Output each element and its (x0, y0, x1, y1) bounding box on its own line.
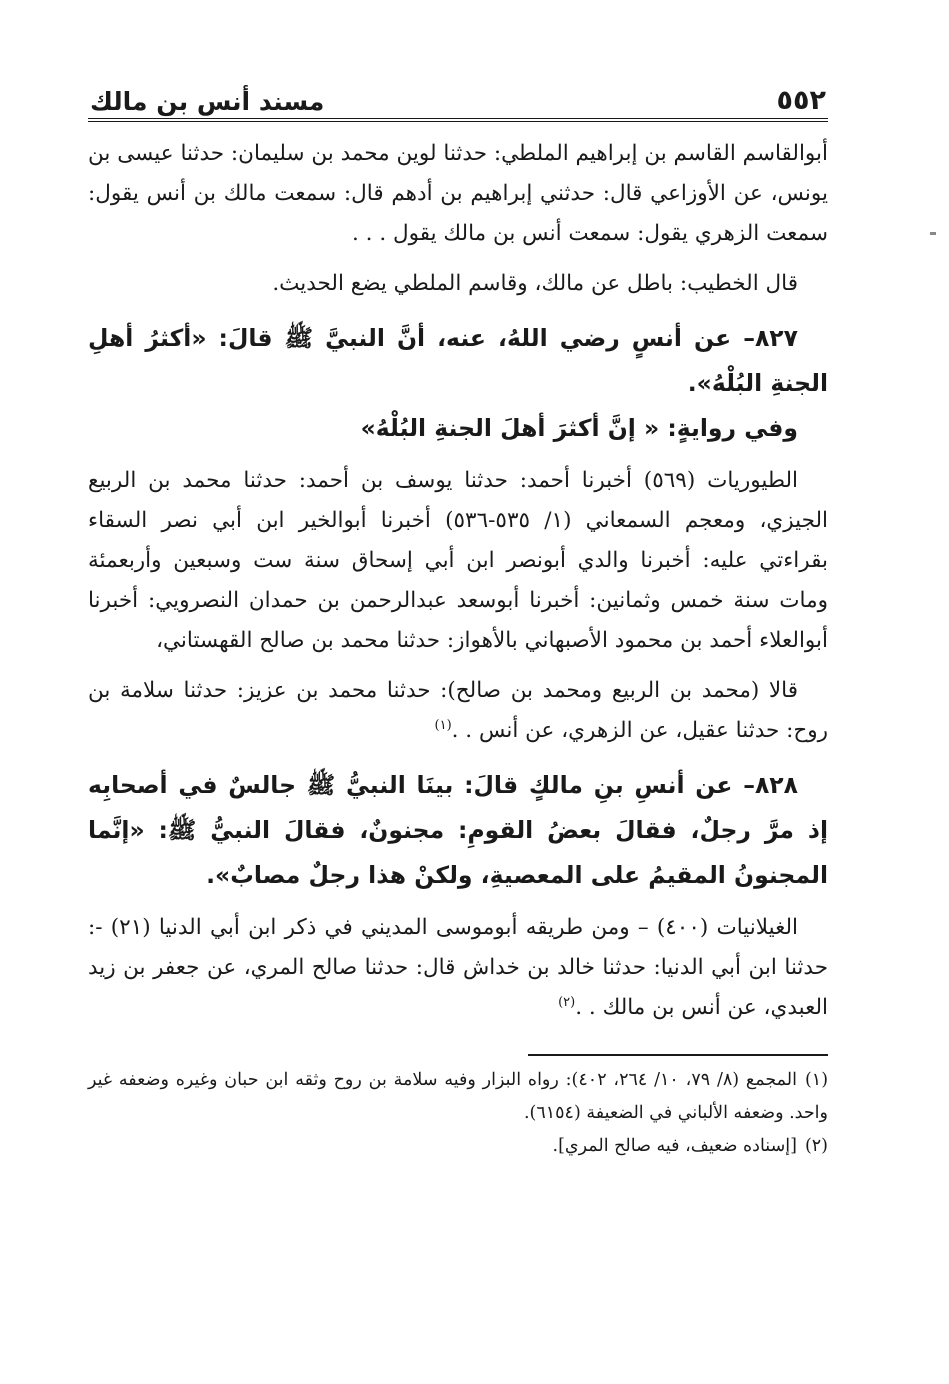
book-page (88, 70, 828, 1163)
page-number: ٥٥٢ (776, 85, 826, 116)
hadith-828: ٨٢٨– عن أنسِ بنِ مالكٍ قالَ: بينَا النبيُّ ﷺ جالسٌ في أصحابِه إذ مرَّ رجلٌ، فقالَ بعضُ القومِ: مجنونٌ، فقالَ النبيُّ ﷺ: «إنَّما المجنونُ المقيمُ على المعصيةِ، ولكنْ هذا رجلٌ مصابٌ». (88, 771, 828, 889)
hadith-827: ٨٢٧– عن أنسٍ رضي اللهُ، عنه، أنَّ النبيَّ ﷺ قالَ: «أكثرُ أهلِ الجنةِ البُلْهُ». (88, 324, 828, 397)
takhrij-828-text: الغيلانيات (٤٠٠) – ومن طريقه أبوموسى المديني في ذكر ابن أبي الدنيا (٢١) -: حدثنا ابن أبي الدنيا: حدثنا خالد بن خداش قال: حدثنا صالح المري، عن جعفر بن زيد العبدي، عن أنس بن مالك . . (88, 915, 828, 1020)
running-title: مسند أنس بن مالك (90, 87, 325, 116)
footnote-text: [إسناده ضعيف، فيه صالح المري]. (552, 1136, 797, 1156)
footnotes (88, 1064, 828, 1163)
footnote-ref-1[interactable]: (١) (434, 717, 452, 733)
takhrij-827-paragraph-2 (88, 671, 828, 751)
footnote-number: (٢) (804, 1136, 828, 1156)
footnote-divider (528, 1054, 828, 1056)
scan-margin-mark (930, 232, 936, 235)
khatib-comment: قال الخطيب: باطل عن مالك، وقاسم الملطي يضع الحديث. (272, 271, 798, 296)
main-text (88, 134, 828, 1028)
takhrij-827-text: قالا (محمد بن الربيع ومحمد بن صالح): حدثنا محمد بن عزيز: حدثنا سلامة بن روح: حدثنا عقيل، عن الزهري، عن أنس . . (88, 678, 828, 743)
footnote-text: المجمع (٨/ ٧٩، ١٠/ ٢٦٤، ٤٠٢): رواه البزار وفيه سلامة بن روح وثقه ابن حبان وغيره وضعفه غير واحد. وضعفه الألباني في الضعيفة (٦١٥٤). (88, 1070, 828, 1123)
page-header (88, 70, 828, 122)
footnote-1 (88, 1064, 828, 1130)
takhrij-827-paragraph-1: الطيوريات (٥٦٩) أخبرنا أحمد: حدثنا يوسف بن أحمد: حدثنا محمد بن الربيع الجيزي، ومعجم السمعاني (١/ ٥٣٥-٥٣٦) أخبرنا أبوالخير ابن أبي نصر السقاء بقراءتي عليه: أخبرنا والدي أبونصر ابن أبي إسحاق سنة ست وسبعين وأربعمئة ومات سنة خمس وثمانين: أخبرنا أبوسعد عبدالرحمن بن حمدان النصرويي: أخبرنا أبوالعلاء أحمد بن محمود الأصبهاني بالأهواز: حدثنا محمد بن صالح القهستاني، (88, 468, 829, 653)
footnote-2 (88, 1130, 828, 1163)
takhrij-828-paragraph (88, 908, 828, 1028)
hadith-827-variant: وفي روايةٍ: « إنَّ أكثرَ أهلَ الجنةِ البُلْهُ» (360, 414, 798, 442)
isnad-paragraph-1: أبوالقاسم القاسم بن إبراهيم الملطي: حدثنا لوين محمد بن سليمان: حدثنا عيسى بن يونس، عن الأوزاعي قال: حدثني إبراهيم بن أدهم قال: سمعت مالك بن أنس يقول: سمعت الزهري يقول: سمعت أنس بن مالك يقول . . . (88, 141, 828, 246)
footnote-ref-2[interactable]: (٢) (558, 994, 576, 1010)
footnote-number: (١) (804, 1070, 829, 1090)
